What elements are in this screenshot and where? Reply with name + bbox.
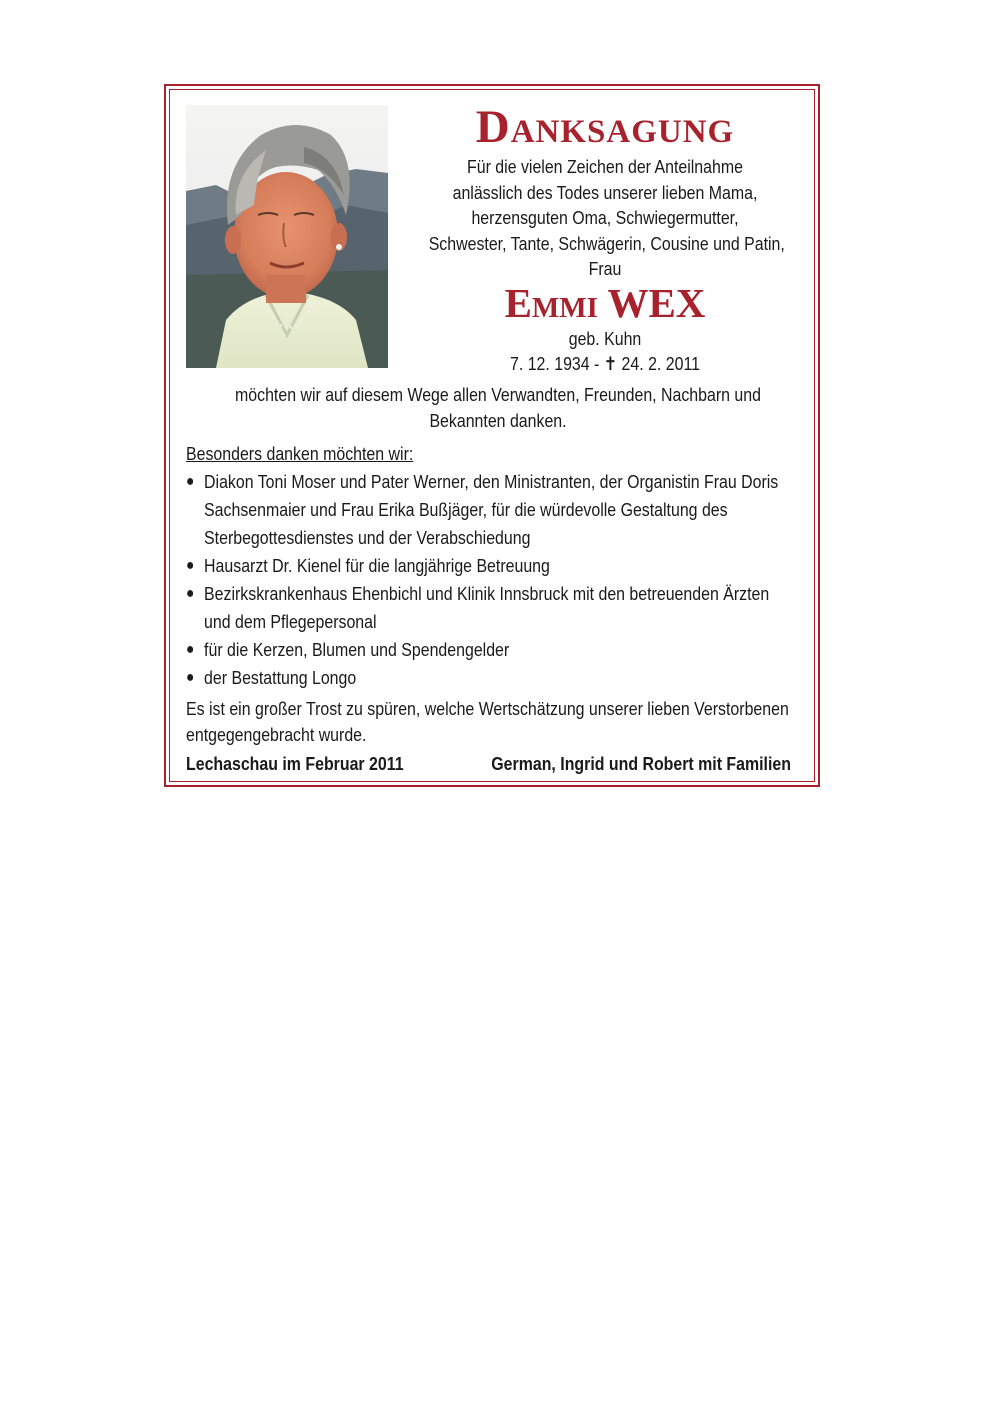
intro-line: anlässlich des Todes unserer lieben Mama, bbox=[452, 181, 758, 203]
cross-icon: ✝ bbox=[603, 352, 618, 374]
intro-line: Schwester, Tante, Schwägerin, Cousine und Patin, bbox=[428, 232, 785, 254]
intro-line: Frau bbox=[588, 258, 622, 279]
heading-block bbox=[400, 100, 810, 376]
birth-date: 7. 12. 1934 - bbox=[510, 352, 600, 374]
list-item-line: für die Kerzen, Blumen und Spendengelder bbox=[204, 639, 510, 660]
bullet-icon: ● bbox=[186, 641, 195, 658]
birth-name: geb. Kuhn bbox=[568, 327, 642, 349]
life-dates bbox=[429, 351, 782, 376]
portrait-photo bbox=[186, 105, 388, 368]
thanks-list bbox=[186, 468, 779, 692]
list-item bbox=[186, 580, 770, 636]
closing-line: entgegengebracht wurde. bbox=[186, 724, 367, 745]
intro-line: Für die vielen Zeichen der Anteilnahme bbox=[467, 156, 743, 177]
special-thanks-heading: Besonders danken möchten wir: bbox=[186, 443, 414, 464]
death-date: 24. 2. 2011 bbox=[621, 352, 700, 374]
footer-signatories: German, Ingrid und Robert mit Familien bbox=[491, 753, 791, 774]
intro-line: herzensguten Oma, Schwiegermutter, bbox=[471, 207, 739, 228]
closing-text bbox=[186, 696, 789, 748]
bullet-icon: ● bbox=[186, 473, 195, 490]
list-item-line: und dem Pflegepersonal bbox=[204, 611, 377, 632]
bullet-icon: ● bbox=[186, 669, 195, 686]
closing-line: Es ist ein großer Trost zu spüren, welche Wertschätzung unserer lieben Verstorbenen bbox=[186, 698, 789, 719]
list-item bbox=[186, 664, 723, 692]
list-item bbox=[186, 468, 779, 552]
bullet-icon: ● bbox=[186, 585, 195, 602]
list-item-line: Hausarzt Dr. Kienel für die langjährige Betreuung bbox=[204, 555, 550, 576]
footer-place-date: Lechaschau im Februar 2011 bbox=[186, 753, 404, 774]
list-item-line: Sterbegottesdienstes und der Verabschiedung bbox=[204, 527, 531, 548]
bullet-icon: ● bbox=[186, 557, 195, 574]
thanks-line: Bekannten danken. bbox=[429, 410, 567, 431]
list-item bbox=[186, 552, 723, 580]
list-item-line: Diakon Toni Moser und Pater Werner, den Ministranten, der Organistin Frau Doris bbox=[204, 471, 779, 492]
list-item-line: Bezirkskrankenhaus Ehenbichl und Klinik Innsbruck mit den betreuenden Ärzten bbox=[204, 583, 770, 604]
list-item-line: der Bestattung Longo bbox=[204, 667, 357, 688]
list-item bbox=[186, 636, 723, 664]
thanks-body bbox=[186, 440, 810, 748]
notice-title: Danksagung bbox=[475, 101, 735, 153]
list-item-line: Sachsenmaier und Frau Erika Bußjäger, für die würdevolle Gestaltung des bbox=[204, 499, 728, 520]
thanks-line: möchten wir auf diesem Wege allen Verwandten, Freunden, Nachbarn und bbox=[235, 384, 761, 405]
deceased-name: Emmi WEX bbox=[504, 279, 706, 326]
